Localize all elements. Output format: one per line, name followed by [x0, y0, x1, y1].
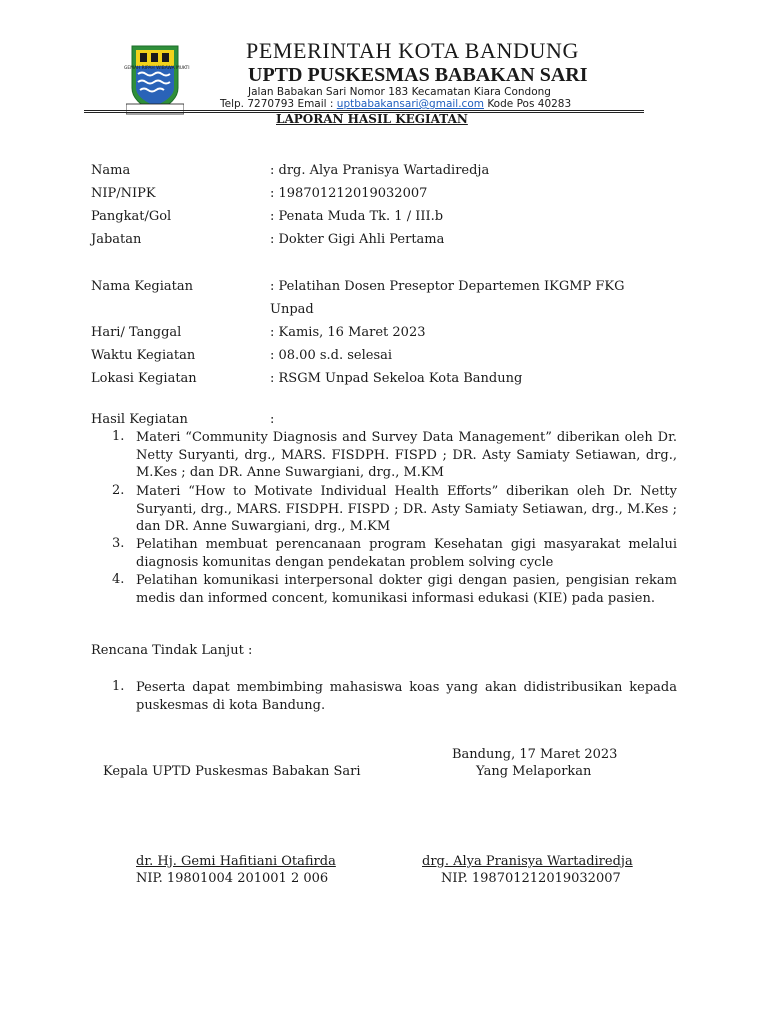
- location-label: Lokasi Kegiatan: [91, 371, 197, 386]
- name-label: Nama: [91, 163, 131, 178]
- results-label: Hasil Kegiatan: [91, 412, 188, 427]
- result-item-number: 3.: [112, 536, 125, 551]
- follow-up-label: Rencana Tindak Lanjut :: [91, 643, 253, 658]
- position-label: Jabatan: [91, 232, 142, 247]
- nip-value: : 198701212019032007: [270, 186, 428, 201]
- left-signatory-title: Kepala UPTD Puskesmas Babakan Sari: [103, 764, 361, 779]
- right-signatory-nip: NIP. 198701212019032007: [441, 871, 621, 886]
- follow-up-item: Peserta dapat membimbing mahasiswa koas yang akan didistribusikan kepada puskesmas di kota Bandung.: [136, 680, 677, 713]
- postal-text: Kode Pos 40283: [483, 98, 572, 110]
- email-link[interactable]: uptbabakansari@gmail.com: [336, 98, 484, 110]
- result-item: Pelatihan membuat perencanaan program Kesehatan gigi masyarakat melalui diagnosis komunitas dengan pendekatan problem solving cycle: [136, 537, 677, 570]
- results-colon: :: [270, 412, 275, 427]
- left-signatory-nip: NIP. 19801004 201001 2 006: [136, 871, 329, 886]
- organization-name: UPTD PUSKESMAS BABAKAN SARI: [248, 64, 588, 86]
- right-signatory-name: drg. Alya Pranisya Wartadiredja: [422, 854, 633, 869]
- result-item-number: 4.: [112, 572, 125, 587]
- activity-name-value: : Pelatihan Dosen Preseptor Departemen IKGMP FKG: [270, 279, 625, 294]
- right-signatory-title: Yang Melaporkan: [476, 764, 592, 779]
- document-title: LAPORAN HASIL KEGIATAN: [276, 112, 468, 126]
- rank-label: Pangkat/Gol: [91, 209, 172, 224]
- result-item-number: 1.: [112, 429, 125, 444]
- address-line: Jalan Babakan Sari Nomor 183 Kecamatan Kiara Condong: [248, 86, 551, 98]
- result-item: Materi “Community Diagnosis and Survey Data Management” diberikan oleh Dr. Netty Suryanti, drg., MARS. FISDPH. FISPD ; DR. Asty Samiaty Setiawan, drg., M.Kes ; dan DR. Anne Suwargiani, drg., M.KM: [136, 430, 677, 480]
- name-value: : drg. Alya Pranisya Wartadiredja: [270, 163, 490, 178]
- left-signatory-name: dr. Hj. Gemi Hafitiani Otafirda: [136, 854, 336, 869]
- rank-value: : Penata Muda Tk. 1 / III.b: [270, 209, 444, 224]
- result-item-number: 2.: [112, 483, 125, 498]
- result-item: Materi “How to Motivate Individual Health Efforts” diberikan oleh Dr. Netty Suryanti, drg., MARS. FISDPH. FISPD ; DR. Asty Samiaty Setiawan, drg., M.Kes ; dan DR. Anne Suwargiani, drg., M.KM: [136, 484, 677, 534]
- government-name: PEMERINTAH KOTA BANDUNG: [246, 38, 579, 63]
- date-label: Hari/ Tanggal: [91, 325, 182, 340]
- date-value: : Kamis, 16 Maret 2023: [270, 325, 426, 340]
- follow-up-item-number: 1.: [112, 679, 125, 694]
- time-label: Waktu Kegiatan: [91, 348, 196, 363]
- activity-name-value-cont: Unpad: [270, 302, 314, 317]
- header-rule-top: [84, 110, 644, 111]
- time-value: : 08.00 s.d. selesai: [270, 348, 393, 363]
- logo-motto: GEMAH RIPAH WIBAWA MUKTI: [124, 66, 190, 71]
- activity-name-label: Nama Kegiatan: [91, 279, 193, 294]
- bandung-city-emblem: [124, 42, 190, 118]
- nip-label: NIP/NIPK: [91, 186, 156, 201]
- phone-text: Telp. 7270793 Email :: [220, 98, 337, 110]
- location-value: : RSGM Unpad Sekeloa Kota Bandung: [270, 371, 523, 386]
- place-date: Bandung, 17 Maret 2023: [452, 747, 618, 762]
- result-item: Pelatihan komunikasi interpersonal dokter gigi dengan pasien, pengisian rekam medis dan informed concent, komunikasi informasi edukasi (KIE) pada pasien.: [136, 573, 677, 606]
- position-value: : Dokter Gigi Ahli Pertama: [270, 232, 445, 247]
- contact-line: [220, 98, 571, 110]
